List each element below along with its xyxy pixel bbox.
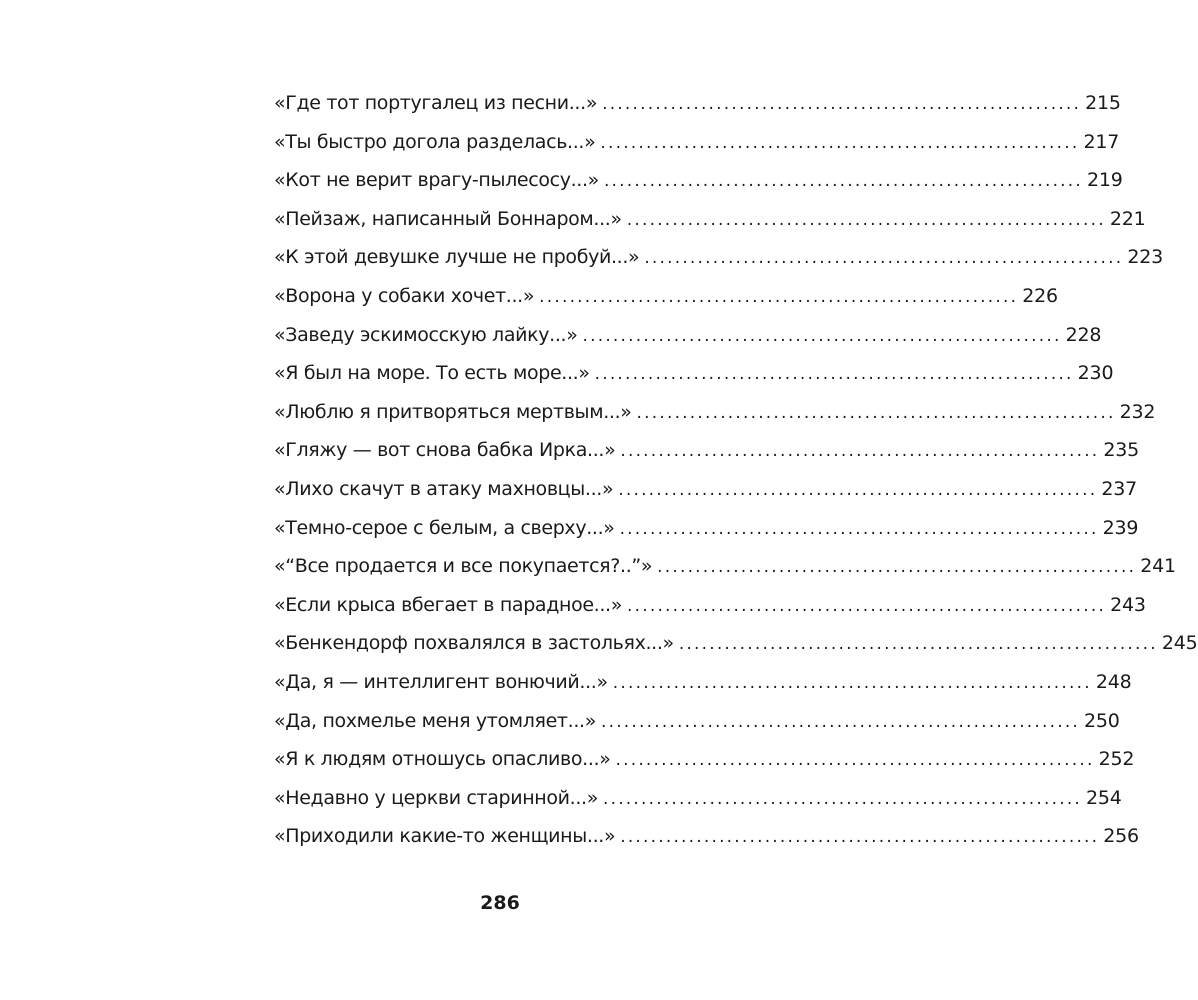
dot-leader: ............................................................... <box>602 94 1082 114</box>
toc-entry <box>274 515 1139 554</box>
page-number: 286 <box>480 892 520 914</box>
toc-entry-page: 219 <box>1087 169 1123 192</box>
dot-leader: ............................................................... <box>644 248 1124 269</box>
toc-entry-page: 237 <box>1101 477 1137 500</box>
dot-leader: ............................................................... <box>627 595 1107 616</box>
toc-entry <box>274 669 1132 708</box>
toc-entry-title: «Да, я — интеллигент вонючий...» <box>274 670 608 693</box>
toc-entry-page: 230 <box>1077 362 1114 385</box>
dot-leader: ............................................................... <box>615 750 1095 771</box>
toc-entry-page: 256 <box>1103 825 1139 848</box>
toc-entry-page: 248 <box>1095 670 1132 693</box>
dot-leader: ............................................................... <box>603 171 1083 192</box>
toc-entry <box>274 708 1120 747</box>
toc-entry-page: 235 <box>1103 439 1140 462</box>
dot-leader: ............................................................... <box>636 402 1116 423</box>
toc-entry-page: 250 <box>1084 709 1120 732</box>
toc-entry <box>274 437 1140 476</box>
toc-entry-title: «Кот не верит врагу-пылесосу...» <box>274 169 599 192</box>
toc-entry <box>274 630 1198 669</box>
dot-leader: ............................................................... <box>657 557 1137 578</box>
dot-leader: ............................................................... <box>612 672 1092 693</box>
toc-entry-title: «Приходили какие-то женщины...» <box>274 825 616 848</box>
toc-entry <box>274 592 1146 631</box>
toc-entry-title: «Пейзаж, написанный Боннаром...» <box>274 207 622 230</box>
dot-leader: ............................................................... <box>619 518 1099 539</box>
toc-entry-page: 243 <box>1110 593 1146 616</box>
toc-entry <box>274 244 1164 283</box>
toc-entry-page: 215 <box>1085 92 1121 114</box>
dot-leader: ............................................................... <box>539 286 1019 307</box>
toc-entry-title: «Гляжу — вот снова бабка Ирка...» <box>274 439 616 462</box>
toc-entry-title: «Темно-серое с белым, а сверху...» <box>274 516 615 539</box>
dot-leader: ............................................................... <box>618 479 1098 500</box>
toc-entry-page: 245 <box>1161 632 1198 655</box>
toc-entry-page: 241 <box>1140 555 1176 578</box>
toc-entry-title: «Бенкендорф похвалялся в застольях...» <box>274 632 674 655</box>
toc-entry <box>274 476 1137 515</box>
toc-entry <box>274 90 1121 129</box>
toc-entry-page: 217 <box>1083 130 1120 153</box>
dot-leader: ............................................................... <box>602 788 1083 809</box>
toc-entry <box>274 553 1176 592</box>
toc-entry <box>274 399 1156 438</box>
toc-entry-title: «Ты быстро догола разделась...» <box>274 130 596 153</box>
dot-leader: ............................................................... <box>600 132 1080 153</box>
toc-entry-title: «Да, похмелье меня утомляет...» <box>274 709 596 732</box>
toc-entry-title: «Если крыса вбегает в парадное...» <box>274 593 623 616</box>
toc-entry <box>274 360 1114 399</box>
toc-entry <box>274 283 1058 322</box>
dot-leader: ............................................................... <box>594 364 1074 385</box>
toc-entry-page: 223 <box>1127 246 1164 269</box>
toc-entry-title: «К этой девушке лучше не пробуй...» <box>274 246 640 269</box>
toc-entry-page: 252 <box>1098 748 1135 771</box>
dot-leader: ............................................................... <box>600 711 1081 732</box>
toc-entry-title: «Заведу эскимосскую лайку...» <box>274 323 578 346</box>
toc-entry-title: «Я к людям отношусь опасливо...» <box>274 748 611 771</box>
toc-entry <box>274 823 1139 862</box>
table-of-contents <box>274 90 1198 862</box>
dot-leader: ............................................................... <box>620 827 1100 848</box>
dot-leader: ............................................................... <box>620 441 1100 462</box>
toc-entry <box>274 167 1123 206</box>
toc-entry-title: «“Все продается и все покупается?..”» <box>274 555 653 578</box>
toc-entry-title: «Люблю я притворяться мертвым...» <box>274 400 632 423</box>
toc-entry-title: «Недавно у церкви старинной...» <box>274 786 598 809</box>
dot-leader: ............................................................... <box>582 325 1062 346</box>
toc-entry <box>274 129 1120 168</box>
toc-entry-title: «Я был на море. То есть море...» <box>274 362 590 385</box>
toc-entry-page: 239 <box>1102 516 1139 539</box>
toc-entry-page: 254 <box>1086 786 1122 809</box>
toc-entry <box>274 746 1135 785</box>
toc-entry-page: 221 <box>1109 207 1146 230</box>
toc-entry-title: «Лихо скачут в атаку махновцы...» <box>274 477 614 500</box>
toc-entry-title: «Ворона у собаки хочет...» <box>274 284 535 307</box>
toc-entry-page: 228 <box>1065 323 1102 346</box>
toc-entry-title: «Где тот португалец из песни...» <box>274 92 598 114</box>
dot-leader: ............................................................... <box>626 209 1106 230</box>
toc-entry-page: 232 <box>1119 400 1156 423</box>
toc-entry-page: 226 <box>1022 284 1058 307</box>
toc-entry <box>274 322 1102 361</box>
dot-leader: ............................................................... <box>678 634 1158 655</box>
toc-entry <box>274 785 1122 824</box>
toc-entry <box>274 206 1146 245</box>
